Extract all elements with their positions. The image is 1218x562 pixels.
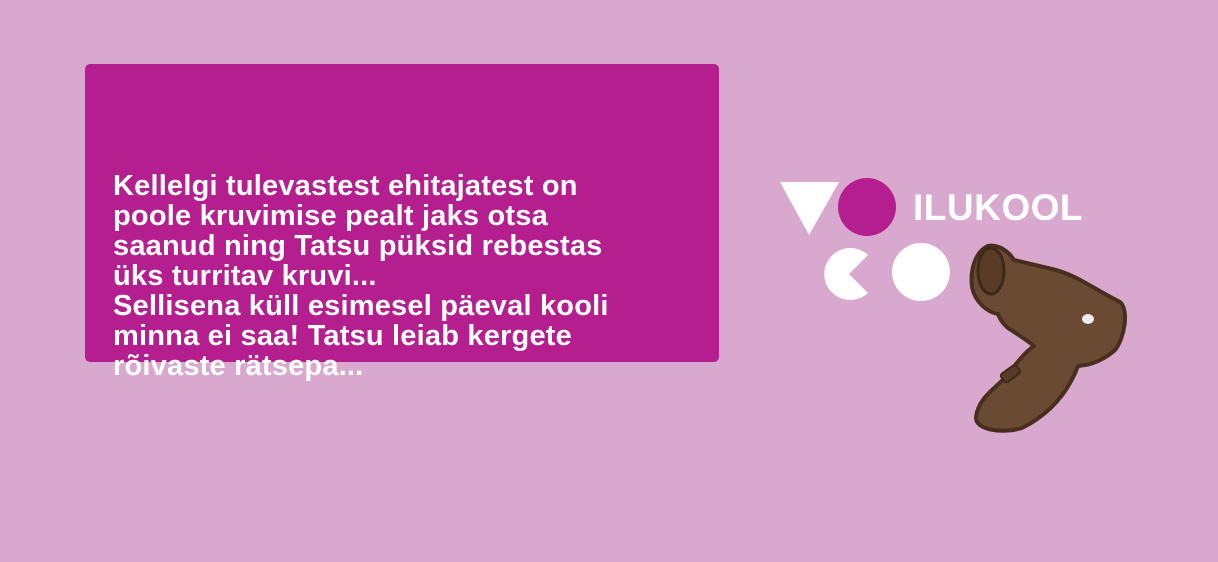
hair-dryer-icon [967, 242, 1129, 434]
story-line-3: saanud ning Tatsu püksid rebestas [113, 230, 603, 262]
story-line-5: Sellisena küll esimesel päeval kooli [113, 290, 609, 322]
logo-label: ILUKOOL [913, 187, 1083, 228]
story-line-4: üks turritav kruvi... [113, 260, 377, 292]
story-text [113, 171, 691, 381]
story-line-7: rõivaste rätsepa... [113, 350, 364, 382]
story-line-6: minna ei saa! Tatsu leiab kergete [113, 320, 572, 352]
story-line-1: Kellelgi tulevastest ehitajatest on [113, 170, 578, 202]
story-card [85, 64, 719, 382]
story-line-2: poole kruvimise pealt jaks otsa [113, 200, 548, 232]
